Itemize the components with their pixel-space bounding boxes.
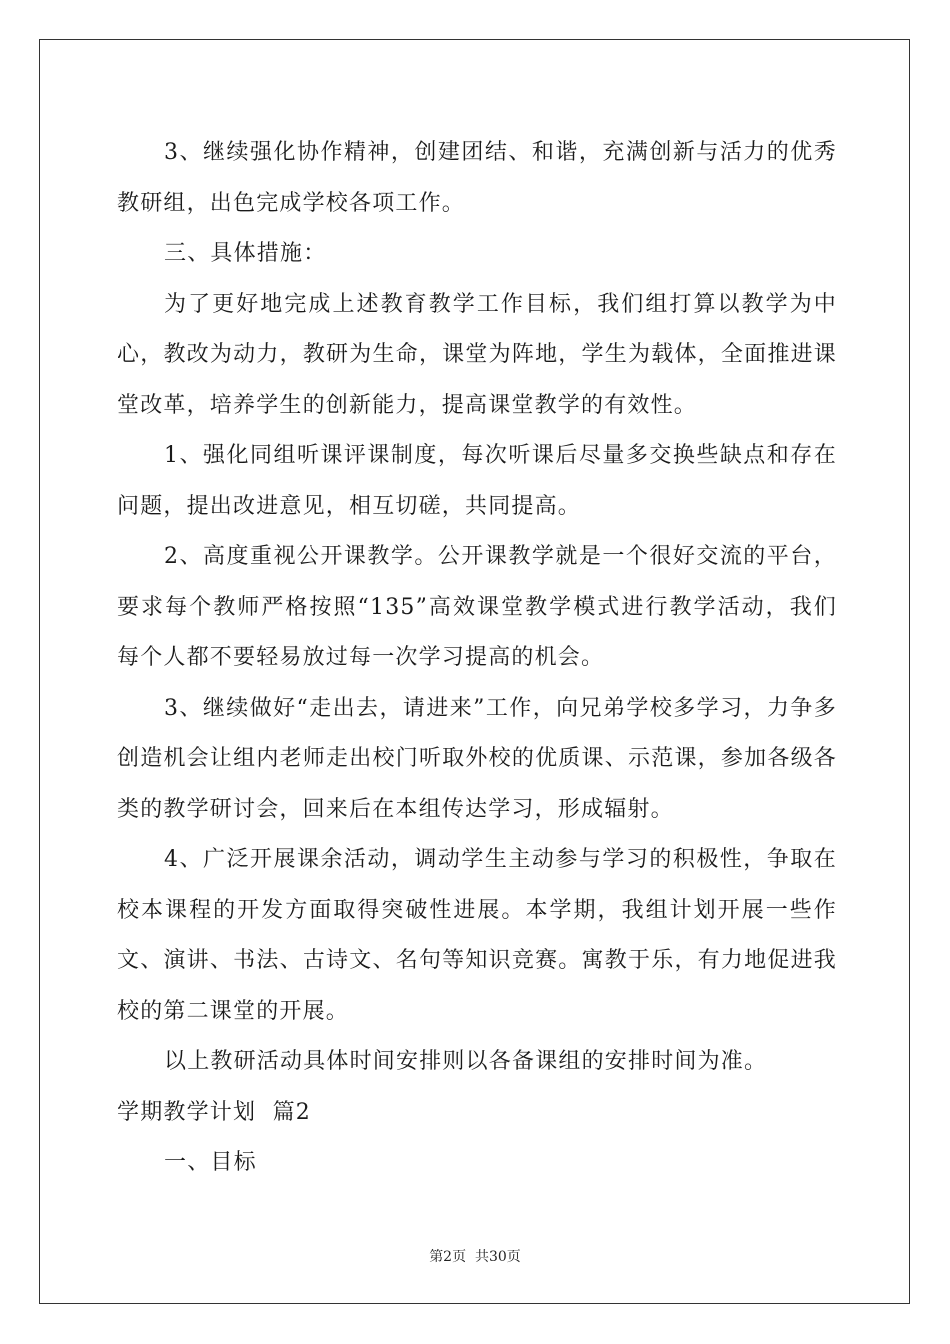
document-body bbox=[117, 128, 837, 1189]
paragraph-measure-3: 3、继续做好“走出去，请进来”工作，向兄弟学校多学习，力争多创造机会让组内老师走出校门听取外校的优质课、示范课，参加各级各类的教学研讨会，回来后在本组传达学习，形成辐射。 bbox=[117, 695, 837, 822]
paragraph-goal-3: 3、继续强化协作精神，创建团结、和谐，充满创新与活力的优秀教研组，出色完成学校各项工作。 bbox=[117, 140, 837, 216]
sub-heading-goals: 一、目标 bbox=[164, 1150, 257, 1175]
paragraph-schedule-note: 以上教研活动具体时间安排则以各备课组的安排时间为准。 bbox=[164, 1049, 768, 1074]
section-title: 学期教学计划 篇2 bbox=[117, 1099, 311, 1125]
paragraph-intro-measures: 为了更好地完成上述教育教学工作目标，我们组打算以教学为中心，教改为动力，教研为生命，课堂为阵地，学生为载体，全面推进课堂改革，培养学生的创新能力，提高课堂教学的有效性。 bbox=[117, 291, 837, 418]
paragraph-measure-4: 4、广泛开展课余活动，调动学生主动参与学习的积极性，争取在校本课程的开发方面取得突破性进展。本学期，我组计划开展一些作文、演讲、书法、古诗文、名句等知识竞赛。寓教于乐，有力地促进我校的第二课堂的开展。 bbox=[117, 847, 837, 1024]
heading-specific-measures: 三、具体措施： bbox=[164, 241, 327, 266]
paragraph-measure-2: 2、高度重视公开课教学。公开课教学就是一个很好交流的平台，要求每个教师严格按照“135”高效课堂教学模式进行教学活动，我们每个人都不要轻易放过每一次学习提高的机会。 bbox=[117, 544, 837, 670]
page-number-footer: 第2页 共30页 bbox=[429, 1249, 521, 1265]
paragraph-measure-1: 1、强化同组听课评课制度，每次听课后尽量多交换些缺点和存在问题，提出改进意见，相互切磋，共同提高。 bbox=[117, 443, 837, 519]
